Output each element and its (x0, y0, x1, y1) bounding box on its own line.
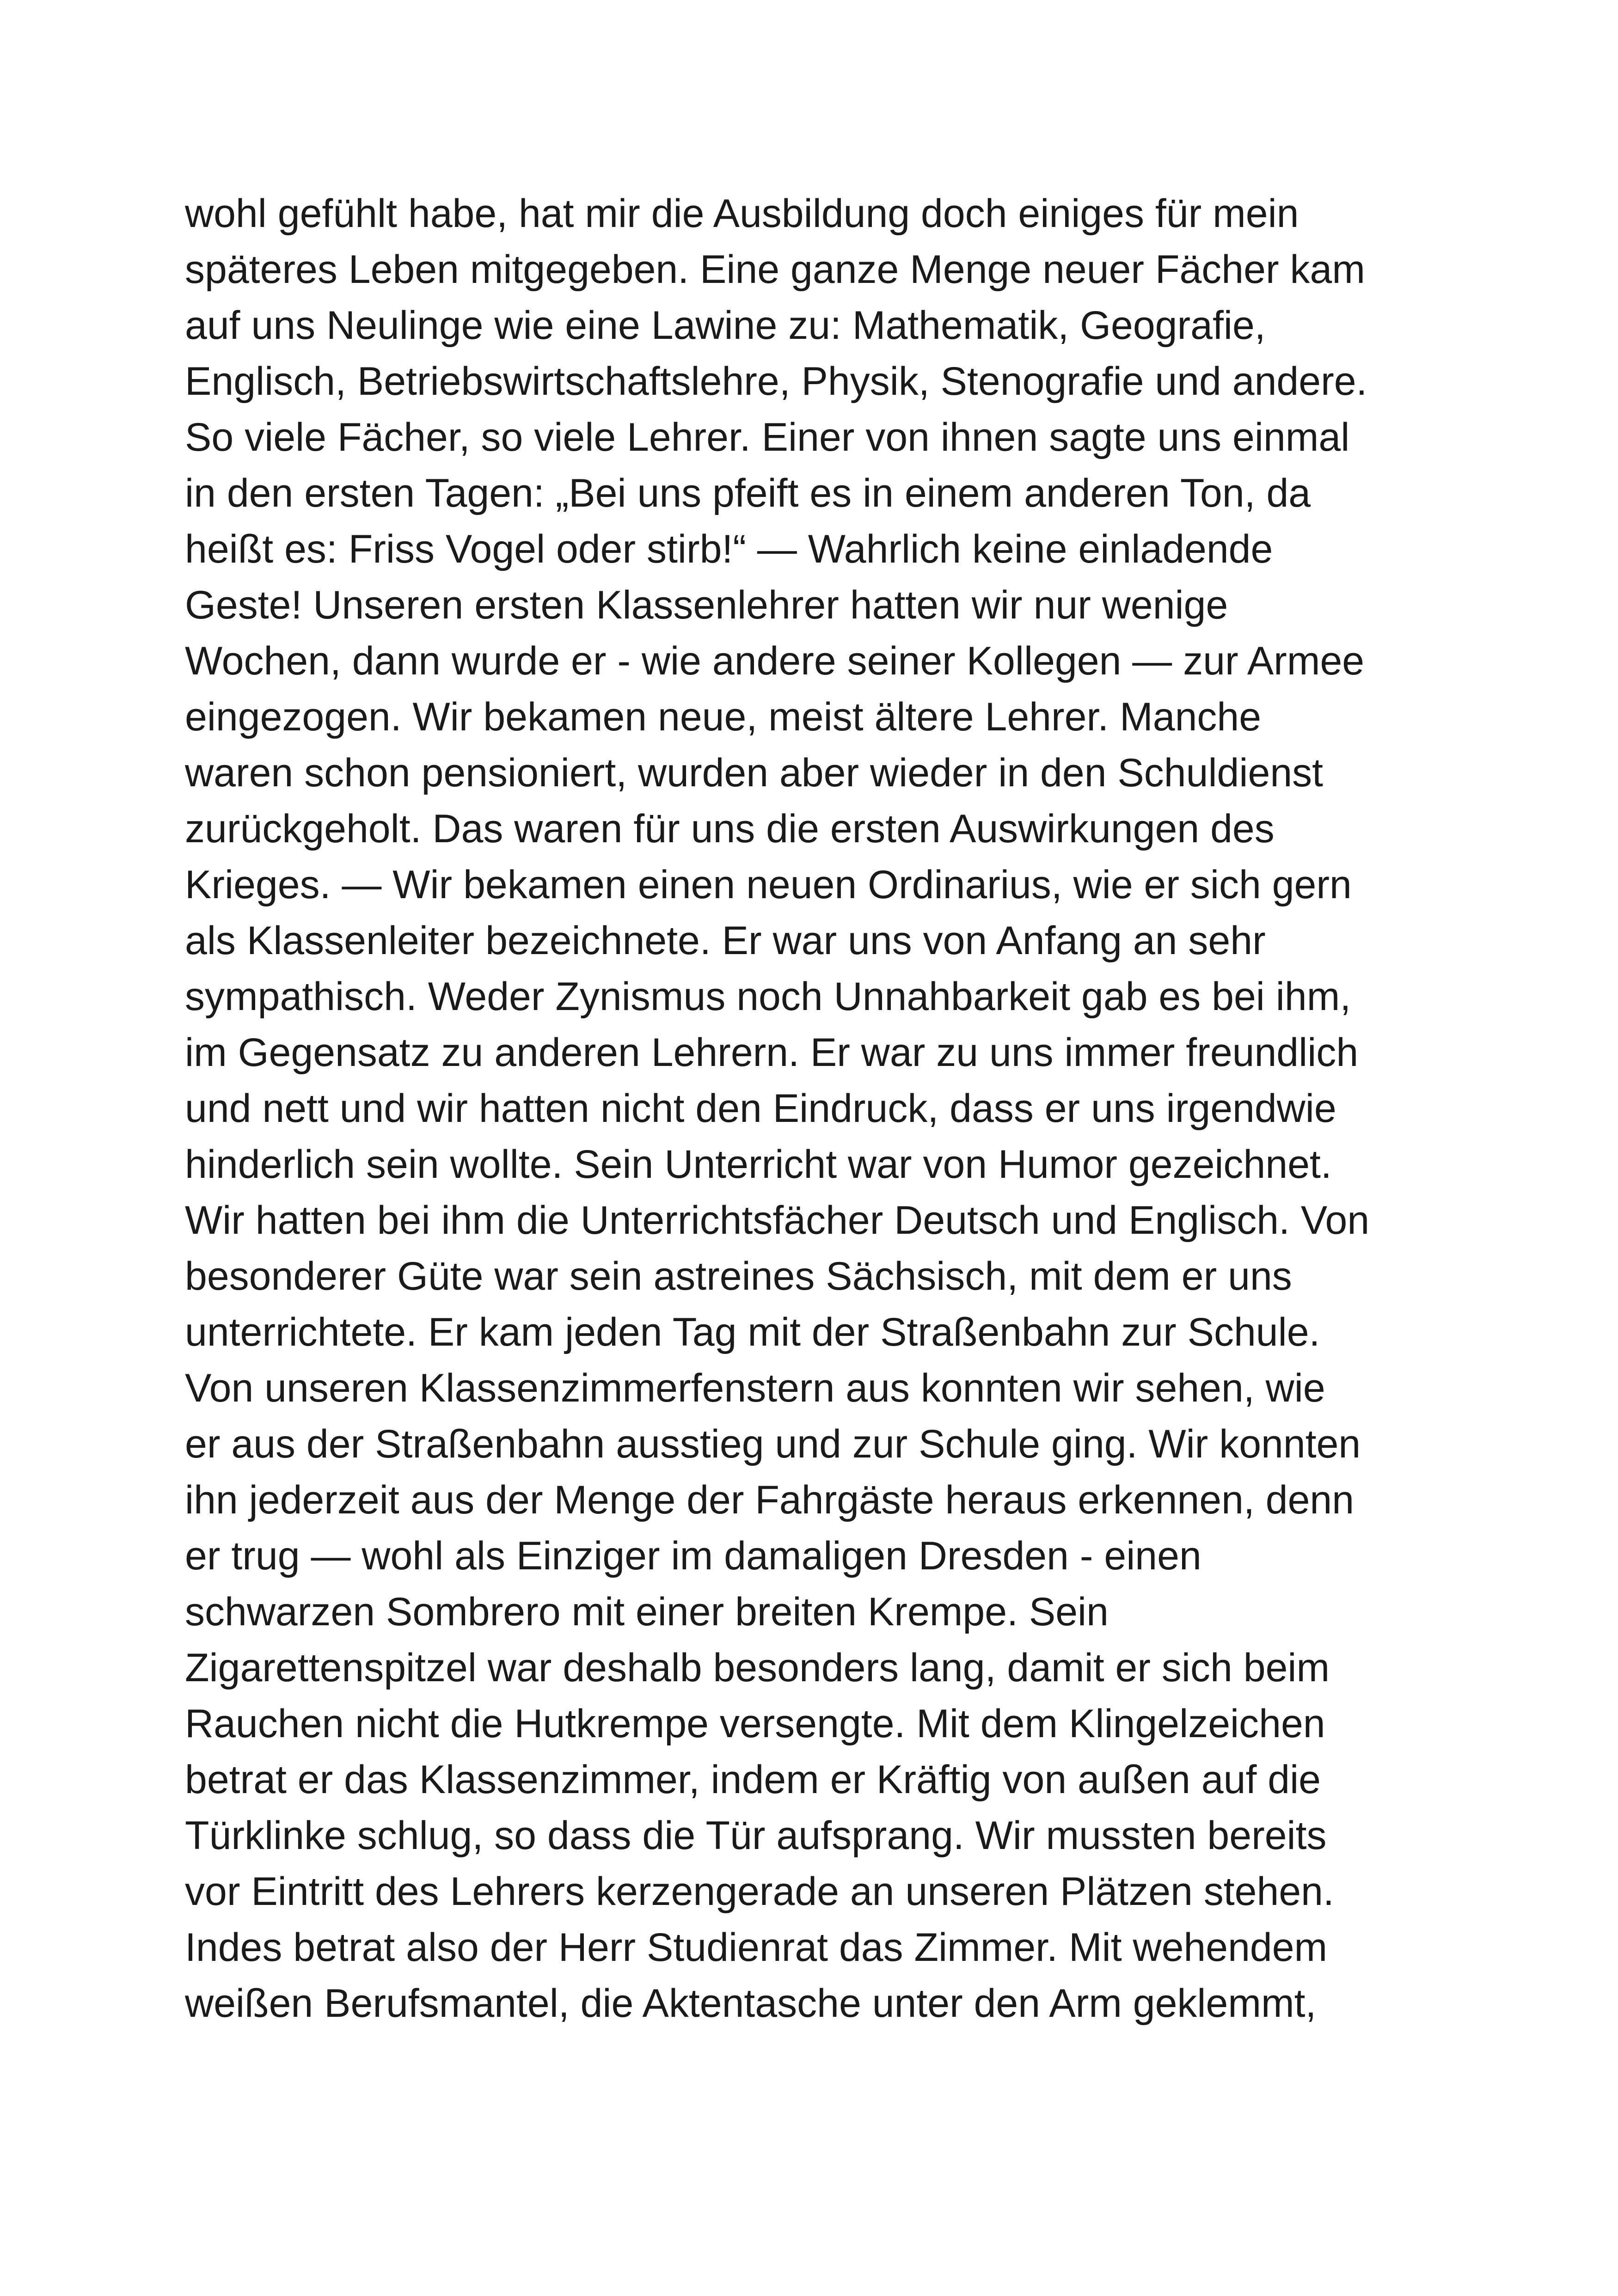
text-line: waren schon pensioniert, wurden aber wieder in den Schuldienst (185, 751, 1324, 795)
text-line: schwarzen Sombrero mit einer breiten Krempe. Sein (185, 1590, 1109, 1634)
text-line: eingezogen. Wir bekamen neue, meist ältere Lehrer. Manche (185, 695, 1262, 739)
text-line: Von unseren Klassenzimmerfenstern aus konnten wir sehen, wie (185, 1366, 1325, 1410)
text-line: Indes betrat also der Herr Studienrat das Zimmer. Mit wehendem (185, 1925, 1328, 1970)
text-line: vor Eintritt des Lehrers kerzengerade an unseren Plätzen stehen. (185, 1869, 1334, 1914)
text-line: Englisch, Betriebswirtschaftslehre, Physik, Stenografie und andere. (185, 359, 1367, 404)
text-line: unterrichtete. Er kam jeden Tag mit der Straßenbahn zur Schule. (185, 1310, 1320, 1354)
text-line: im Gegensatz zu anderen Lehrern. Er war zu uns immer freundlich (185, 1030, 1359, 1075)
text-line: er trug — wohl als Einziger im damaligen Dresden - einen (185, 1534, 1201, 1578)
text-line: er aus der Straßenbahn ausstieg und zur Schule ging. Wir konnten (185, 1422, 1361, 1466)
text-line: Krieges. — Wir bekamen einen neuen Ordinarius, wie er sich gern (185, 863, 1352, 907)
text-line: Wochen, dann wurde er - wie andere seiner Kollegen — zur Armee (185, 639, 1365, 683)
body-text (185, 186, 1479, 2032)
text-line: Zigarettenspitzel war deshalb besonders lang, damit er sich beim (185, 1646, 1330, 1690)
text-line: ihn jederzeit aus der Menge der Fahrgäste heraus erkennen, denn (185, 1478, 1354, 1522)
text-line: wohl gefühlt habe, hat mir die Ausbildung doch einiges für mein (185, 191, 1299, 236)
text-line: auf uns Neulinge wie eine Lawine zu: Mathematik, Geografie, (185, 303, 1266, 348)
text-line: weißen Berufsmantel, die Aktentasche unter den Arm geklemmt, (185, 1981, 1317, 2026)
text-line: Türklinke schlug, so dass die Tür aufsprang. Wir mussten bereits (185, 1813, 1327, 1858)
text-line: heißt es: Friss Vogel oder stirb!“ — Wahrlich keine einladende (185, 527, 1273, 571)
text-line: zurückgeholt. Das waren für uns die ersten Auswirkungen des (185, 807, 1275, 851)
text-line: hinderlich sein wollte. Sein Unterricht war von Humor gezeichnet. (185, 1142, 1332, 1187)
text-line: besonderer Güte war sein astreines Sächsisch, mit dem er uns (185, 1254, 1292, 1298)
text-line: Wir hatten bei ihm die Unterrichtsfächer Deutsch und Englisch. Von (185, 1198, 1370, 1243)
text-line: und nett und wir hatten nicht den Eindruck, dass er uns irgendwie (185, 1086, 1336, 1131)
text-line: sympathisch. Weder Zynismus noch Unnahbarkeit gab es bei ihm, (185, 974, 1351, 1019)
text-line: So viele Fächer, so viele Lehrer. Einer von ihnen sagte uns einmal (185, 415, 1350, 459)
text-line: Geste! Unseren ersten Klassenlehrer hatten wir nur wenige (185, 583, 1228, 627)
text-line: betrat er das Klassenzimmer, indem er Kräftig von außen auf die (185, 1757, 1321, 1802)
text-line: späteres Leben mitgegeben. Eine ganze Menge neuer Fächer kam (185, 247, 1365, 292)
text-line: Rauchen nicht die Hutkrempe versengte. Mit dem Klingelzeichen (185, 1702, 1325, 1746)
text-line: in den ersten Tagen: „Bei uns pfeift es in einem anderen Ton, da (185, 471, 1311, 515)
text-line: als Klassenleiter bezeichnete. Er war uns von Anfang an sehr (185, 918, 1266, 963)
